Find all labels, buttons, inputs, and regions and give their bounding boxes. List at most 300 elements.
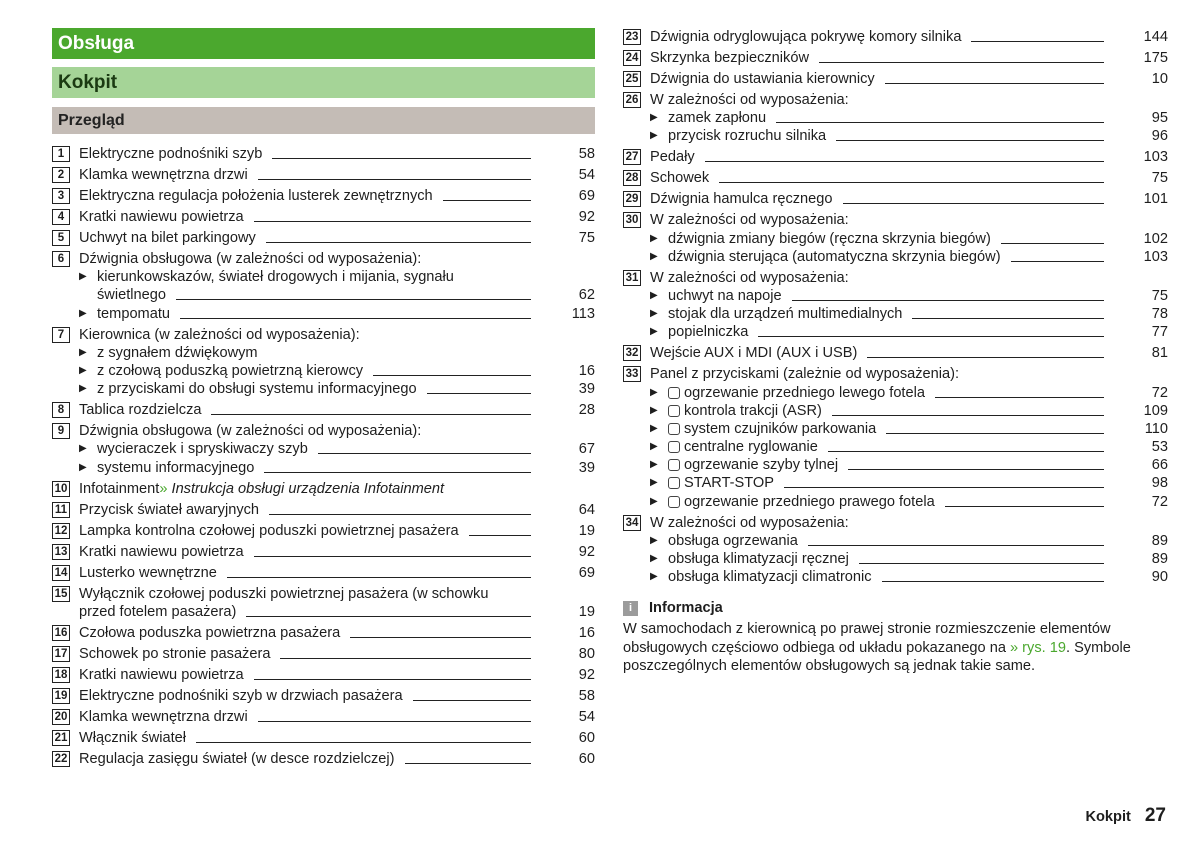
leader-line [413,700,531,701]
leader-line [971,41,1104,42]
section-header-obsluga: Obsługa [52,28,595,59]
index-entry [52,519,595,540]
entry-row [623,25,1168,46]
index-entry [52,184,595,205]
entry-row [623,46,1168,67]
page-ref[interactable]: 39 [578,381,595,398]
entry-text: Kratki nawiewu powietrza [79,209,244,225]
bullet-icon: ▶ [79,271,87,283]
leader-line [266,242,531,243]
entry-row [52,663,595,684]
page-ref[interactable]: 103 [1143,248,1168,265]
central-lock-icon [668,441,680,453]
item-number-box: 29 [623,191,641,207]
page-ref[interactable]: 53 [1151,439,1168,456]
sub-row [623,229,1168,247]
entry-text: Dźwignia do ustawiania kierownicy [650,71,875,87]
bullet-icon: ▶ [650,289,658,301]
sub-row [623,305,1168,323]
leader-line [776,122,1104,123]
sub-entry-text: obsługa klimatyzacji climatronic [668,569,872,586]
entry-text: W zależności od wyposażenia: [650,269,849,286]
page-ref[interactable]: 102 [1143,230,1168,247]
index-entry [52,663,595,684]
sub-entry-text: przed fotelem pasażera) [79,603,237,620]
entry-row [52,684,595,705]
bullet-icon: ▶ [650,250,658,262]
item-number-box: 18 [52,667,70,683]
bullet-icon: ▶ [79,461,87,473]
footer-section: Kokpit [1085,809,1131,825]
page-ref[interactable]: 95 [1151,110,1168,127]
page-ref[interactable]: 69 [578,188,595,204]
entry-text: W zależności od wyposażenia: [650,92,849,108]
bullet-icon: ▶ [79,307,87,319]
leader-line [227,577,531,578]
sub-entry-text: uchwyt na napoje [668,287,782,304]
page-ref[interactable]: 90 [1151,569,1168,586]
index-entry [52,726,595,747]
entry-row [52,477,595,498]
leader-line [254,679,531,680]
section-header-kokpit: Kokpit [52,67,595,98]
sub-row [52,603,595,621]
leader-line [405,763,531,764]
leader-line [882,581,1104,582]
leader-line [758,336,1104,337]
page-ref[interactable]: 110 [1144,420,1168,437]
item-number-box: 8 [52,402,70,418]
index-entry [52,621,595,642]
bullet-icon: ▶ [650,571,658,583]
entry-row [52,621,595,642]
item-number-box: 16 [52,625,70,641]
index-entry [623,25,1168,46]
entry-row [623,166,1168,187]
leader-line [885,83,1104,84]
page-ref[interactable]: 62 [578,287,595,304]
sub-entry-text: stojak dla urządzeń multimedialnych [668,306,903,323]
entry-text: Dźwignia odryglowująca pokrywę komory silnika [650,29,962,45]
index-entry [52,398,595,419]
sub-entry-text: obsługa ogrzewania [668,532,798,549]
info-title: Informacja [649,600,723,617]
index-entry [52,419,595,476]
entry-text: Pedały [650,149,695,166]
page-ref[interactable]: 19 [578,522,595,539]
entry-text: Kratki nawiewu powietrza [79,666,244,683]
entry-text: W zależności od wyposażenia: [650,212,849,229]
index-entry [52,498,595,519]
item-number-box: 26 [623,92,641,108]
entry-row [52,561,595,582]
page-ref[interactable]: 89 [1151,532,1168,549]
item-number-box: 4 [52,209,70,225]
page-ref[interactable]: 58 [578,146,595,162]
sub-row [623,474,1168,492]
leader-line [318,453,531,454]
page-ref[interactable]: 66 [1151,457,1168,474]
page-ref[interactable]: 16 [578,624,595,641]
sub-entry-text: kontrola trakcji (ASR) [684,402,822,419]
sub-row [52,380,595,398]
entry-row [623,187,1168,208]
entry-text: Tablica rozdzielcza [79,402,202,419]
index-entry [52,226,595,247]
entry-row [52,498,595,519]
sub-row [52,362,595,380]
page-ref[interactable]: 80 [578,645,595,662]
item-number-box: 28 [623,170,641,186]
entry-text: Infotainment [79,480,160,497]
index-entry [52,323,595,399]
sub-row [52,458,595,476]
page-ref[interactable]: 28 [578,402,595,419]
page-ref[interactable]: 60 [578,750,595,767]
entry-text: Dźwignia obsługowa (w zależności od wyposażenia): [79,251,422,267]
page-ref[interactable]: 89 [1151,551,1168,567]
page-ref[interactable]: 10 [1151,71,1168,87]
left-index-column [52,142,595,768]
seat-heat-right-icon [668,496,680,508]
leader-line [705,161,1104,162]
sub-row [623,402,1168,420]
item-number-box: 7 [52,327,70,343]
bullet-icon: ▶ [650,232,658,244]
page-ref[interactable]: 69 [578,564,595,581]
entry-text: Klamka wewnętrzna drzwi [79,708,248,725]
item-number-box: 24 [623,50,641,66]
leader-line [912,318,1104,319]
page-ref[interactable]: 39 [578,459,595,476]
page-ref[interactable]: 67 [578,441,595,458]
entry-text: Dźwignia hamulca ręcznego [650,191,833,208]
leader-line [935,397,1104,398]
leader-line [427,393,531,394]
entry-text: Wyłącznik czołowej poduszki powietrznej pasażera (w schowku [79,585,489,602]
index-entry [623,266,1168,342]
page-ref[interactable]: 75 [1151,287,1168,304]
sub-entry-text: centralne ryglowanie [684,439,818,456]
page-ref[interactable]: 109 [1143,402,1168,419]
index-entry [623,341,1168,362]
sub-entry-text: świetlnego [97,287,166,304]
sub-row [623,109,1168,127]
leader-line [350,637,531,638]
sub-entry-text: z czołową poduszką powietrzną kierowcy [97,362,364,379]
info-header [623,600,1168,616]
item-number-box: 20 [52,709,70,725]
item-number-box: 22 [52,751,70,767]
leader-line [180,318,531,319]
leader-line [254,556,531,557]
sub-row [52,344,595,362]
item-number-box: 15 [52,586,70,602]
sub-row [623,323,1168,341]
page-ref[interactable]: 101 [1143,191,1168,208]
parking-sensor-icon [668,423,680,435]
entry-row [52,205,595,226]
index-entry [623,145,1168,166]
page-ref[interactable]: 92 [578,666,595,683]
page-footer [1085,805,1166,827]
sub-row [623,568,1168,586]
sub-entry-text: ogrzewanie przedniego lewego fotela [684,384,925,401]
leader-line [819,62,1104,63]
page-ref[interactable]: 54 [578,167,595,183]
index-entry [623,67,1168,88]
entry-text: Schowek [650,170,710,187]
page-ref[interactable]: 144 [1143,29,1168,45]
page-ref[interactable]: 60 [578,729,595,746]
sub-entry-text: wycieraczek i spryskiwaczy szyb [97,441,308,458]
sub-row [623,550,1168,568]
item-number-box: 27 [623,149,641,165]
entry-row [623,145,1168,166]
entry-text: Przycisk świateł awaryjnych [79,501,260,518]
index-entry [52,477,595,498]
item-number-box: 19 [52,688,70,704]
bullet-icon: ▶ [79,383,87,395]
entry-row [52,142,595,163]
info-text-part1: W samochodach z kierownicą po prawej stronie rozmieszczenie elementów obsługowych częściowo odbiega od układu pokazanego na [623,621,1111,656]
entry-row [623,511,1168,532]
reference-link[interactable]: » [159,480,168,497]
sub-row [623,248,1168,266]
page-ref[interactable]: 75 [1151,170,1168,187]
leader-line [469,535,531,536]
leader-line [859,563,1104,564]
sub-row [52,304,595,322]
item-number-box: 14 [52,565,70,581]
entry-text: W zależności od wyposażenia: [650,514,849,531]
leader-line [254,221,531,222]
leader-line [792,300,1104,301]
leader-line [808,545,1104,546]
right-index-column [623,25,1168,676]
sub-entry-text: z sygnałem dźwiękowym [97,344,258,361]
sub-row [623,438,1168,456]
bullet-icon: ▶ [650,441,658,453]
index-entry [623,362,1168,510]
entry-row [623,266,1168,287]
info-text-part2: . Symbole poszczególnych elementów obsługowych są jednak takie same. [623,639,1131,675]
entry-row [52,705,595,726]
index-entry [52,561,595,582]
sub-entry-text: z przyciskami do obsługi systemu informacyjnego [97,381,417,398]
sub-entry-text: przycisk rozruchu silnika [668,128,827,145]
sub-row [623,420,1168,438]
page-ref[interactable]: 81 [1151,345,1168,362]
entry-text: Regulacja zasięgu świateł (w desce rozdzielczej) [79,750,395,767]
leader-line [886,433,1104,434]
page-ref[interactable]: 77 [1151,324,1168,341]
bullet-icon: ▶ [650,422,658,434]
entry-text: Skrzynka bezpieczników [650,50,809,66]
page-ref[interactable]: 72 [1151,384,1168,401]
item-number-box: 34 [623,515,641,531]
sub-entry-text: ogrzewanie przedniego prawego fotela [684,493,935,510]
entry-row [52,226,595,247]
leader-line [945,506,1104,507]
entry-text: Elektryczna regulacja położenia lusterek zewnętrznych [79,188,433,204]
entry-row [52,582,595,603]
sub-row [623,383,1168,401]
page-ref[interactable]: 92 [578,543,595,560]
entry-row [52,419,595,440]
leader-line [211,414,531,415]
index-entry [52,163,595,184]
page-ref[interactable]: 58 [578,687,595,704]
leader-line [836,140,1104,141]
rear-window-heat-icon [668,459,680,471]
item-number-box: 3 [52,188,70,204]
sub-entry-text: system czujników parkowania [684,420,877,437]
entry-text: Elektryczne podnośniki szyb w drzwiach pasażera [79,687,403,704]
bullet-icon: ▶ [79,364,87,376]
entry-row [52,726,595,747]
sub-entry-text: tempomatu [97,305,171,322]
sub-entry-text: popielniczka [668,324,749,341]
leader-line [264,472,531,473]
page-ref[interactable]: 19 [578,603,595,620]
bullet-icon: ▶ [79,346,87,358]
leader-line [828,451,1104,452]
leader-line [269,514,531,515]
index-entry [623,208,1168,265]
bullet-icon: ▶ [650,534,658,546]
bullet-icon: ▶ [650,112,658,124]
entry-text: Panel z przyciskami (zależnie od wyposażenia): [650,366,960,383]
item-number-box: 31 [623,270,641,286]
page-ref[interactable]: 64 [578,501,595,518]
entry-row [52,323,595,344]
page-ref[interactable]: 113 [571,305,595,322]
entry-row [623,67,1168,88]
item-number-box: 33 [623,366,641,382]
item-number-box: 11 [52,502,70,518]
sub-entry-text: obsługa klimatyzacji ręcznej [668,551,849,567]
index-entry [623,166,1168,187]
leader-line [246,616,531,617]
page-ref[interactable]: 54 [578,708,595,725]
leader-line [848,469,1104,470]
entry-text: Schowek po stronie pasażera [79,645,271,662]
index-entry [52,540,595,561]
item-number-box: 5 [52,230,70,246]
figure-link[interactable]: » rys. 19 [1010,639,1066,656]
page-ref[interactable]: 96 [1151,128,1168,145]
entry-text: Lampka kontrolna czołowej poduszki powietrznej pasażera [79,522,459,539]
sub-row [623,127,1168,145]
index-entry [52,747,595,768]
page-ref[interactable]: 175 [1143,50,1168,66]
leader-line [843,203,1104,204]
right-index-list [623,25,1168,586]
entry-row [623,341,1168,362]
bullet-icon: ▶ [650,386,658,398]
bullet-icon: ▶ [650,308,658,320]
entry-row [52,519,595,540]
bullet-icon: ▶ [79,443,87,455]
sub-entry-text: kierunkowskazów, świateł drogowych i mijania, sygnału [97,269,454,286]
entry-row [623,88,1168,109]
item-number-box: 23 [623,29,641,45]
index-entry [52,582,595,621]
item-number-box: 2 [52,167,70,183]
index-entry [52,205,595,226]
leader-line [832,415,1104,416]
entry-text: Klamka wewnętrzna drzwi [79,167,248,183]
page-ref[interactable]: 72 [1151,493,1168,510]
entry-row [52,184,595,205]
leader-line [719,182,1104,183]
entry-text: Dźwignia obsługowa (w zależności od wyposażenia): [79,423,422,440]
index-entry [52,142,595,163]
leader-line [196,742,531,743]
seat-heat-left-icon [668,387,680,399]
item-number-box: 9 [52,423,70,439]
item-number-box: 21 [52,730,70,746]
bullet-icon: ▶ [650,130,658,142]
page-ref[interactable]: 92 [578,209,595,225]
entry-text: Kierownica (w zależności od wyposażenia): [79,326,360,343]
entry-text: Uchwyt na bilet parkingowy [79,230,256,246]
leader-line [1001,243,1104,244]
item-number-box: 32 [623,345,641,361]
entry-row [52,398,595,419]
entry-row [52,163,595,184]
reference-title: Instrukcja obsługi urządzenia Infotainment [171,480,445,497]
index-entry [52,247,595,323]
item-number-box: 6 [52,251,70,267]
leader-line [176,299,531,300]
item-number-box: 17 [52,646,70,662]
traction-control-icon [668,405,680,417]
page-number: 27 [1144,805,1166,826]
sub-row [52,440,595,458]
entry-row [623,362,1168,383]
entry-text: Wejście AUX i MDI (AUX i USB) [650,345,858,362]
leader-line [280,658,531,659]
index-entry [52,705,595,726]
page-ref[interactable]: 78 [1151,306,1168,323]
entry-text: Elektryczne podnośniki szyb [79,146,263,162]
section-header-przeglad: Przegląd [52,107,595,134]
sub-row [623,287,1168,305]
leader-line [867,357,1104,358]
entry-row [623,208,1168,229]
page-ref[interactable]: 98 [1151,475,1168,492]
bullet-icon: ▶ [650,495,658,507]
start-stop-icon [668,477,680,489]
index-entry [52,642,595,663]
sub-entry-text: systemu informacyjnego [97,459,255,476]
bullet-icon: ▶ [650,404,658,416]
entry-row [52,642,595,663]
page-ref[interactable]: 75 [578,230,595,246]
page-ref[interactable]: 16 [578,362,595,379]
item-number-box: 12 [52,523,70,539]
leader-line [258,721,531,722]
leader-line [272,158,531,159]
page-ref[interactable]: 103 [1143,149,1168,166]
info-icon: i [623,601,638,616]
entry-text: Kratki nawiewu powietrza [79,543,244,560]
bullet-icon: ▶ [650,459,658,471]
entry-text: Lusterko wewnętrzne [79,564,217,581]
item-number-box: 25 [623,71,641,87]
